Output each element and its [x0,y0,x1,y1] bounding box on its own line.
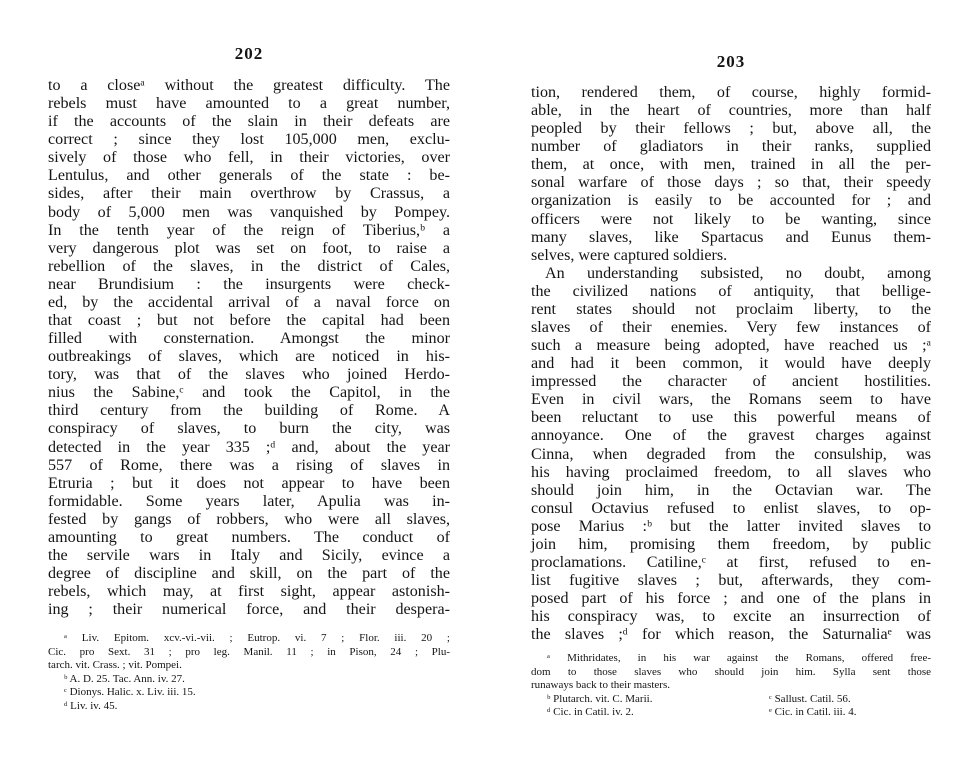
text-line: An understanding subsisted, no doubt, among [545,264,931,282]
text-line: join him, promising them freedom, by public [531,535,931,553]
footnote-d: ᵈ Cic. in Catil. iv. 2. [547,706,634,718]
footnote-a-line: ᵃ Liv. Epitom. xcv.-vi.-vii. ; Eutrop. vi. 7 ; Flor. iii. 20 ; [64,632,450,644]
text-line: organization is easily to be accounted for ; and [531,192,931,210]
text-line: conspiracy of slaves, to burn the city, was [48,420,450,438]
text-line: such a measure being adopted, have reached us ;ᵃ [531,337,931,355]
text-line: to a closeᵃ without the greatest difficulty. The [48,77,450,94]
text-line: nius the Sabine,ᶜ and took the Capitol, in the [48,384,450,402]
text-line: his conspiracy was, to excite an insurrection of [531,608,931,626]
footnote-row [531,706,931,720]
footnote-d: ᵈ Liv. iv. 45. [64,699,118,712]
text-line: peopled by their fellows ; but, above all, the [531,120,931,138]
text-line: ed, by the accidental arrival of a naval force on [48,293,450,311]
text-line: his having proclaimed freedom, to all slaves who [531,463,931,481]
text-line: the servile wars in Italy and Sicily, evince a [48,547,450,565]
footnote-row [531,693,931,707]
text-line: selves, were captured soldiers. [531,246,728,264]
text-line: that coast ; but not before the capital had been [48,312,450,330]
text-line: number of gladiators in their ranks, supplied [531,138,931,156]
body-text [48,77,450,619]
text-line: 557 of Rome, there was a rising of slaves in [48,456,450,474]
text-line: rebels must have amounted to a great number, [48,95,450,113]
footnote-e: ᵉ Cic. in Catil. iii. 4. [769,706,857,718]
text-line: Even in civil wars, the Romans seem to have [531,391,931,409]
text-line: the slaves ;ᵈ for which reason, the Saturnaliaᵉ was [531,626,931,644]
footnote-a-line: dom to those slaves who should join him. Sylla sent those [531,665,931,678]
footnote-a-line: tarch. vit. Crass. ; vit. Pompei. [48,659,182,671]
text-line: sonal warfare of those days ; so that, their speedy [531,174,931,192]
text-line: formidable. Some years later, Apulia was in- [48,492,450,510]
body-text [531,84,931,644]
text-line: Lentulus, and other generals of the state : be- [48,167,450,185]
text-line: should join him, in the Octavian war. The [531,481,931,499]
text-line: slaves of their enemies. Very few instances of [531,319,931,337]
text-line: rebels, which may, at first sight, appear astonish- [48,583,450,601]
text-line: list fugitive slaves ; but, afterwards, they com- [531,572,931,590]
text-line: rebellion of the slaves, in the district of Cales, [48,257,450,275]
footnote-b: ᵇ A. D. 25. Tac. Ann. iv. 27. [64,672,185,685]
text-line: the civilized nations of antiquity, that bellige- [531,282,931,300]
text-line: detected in the year 335 ;ᵈ and, about the year [48,438,450,456]
text-line: tion, rendered them, of course, highly formid- [531,84,931,101]
page-number: 202 [234,44,264,63]
footnotes [531,652,931,720]
footnote-b: ᵇ Plutarch. vit. C. Marii. [547,692,653,705]
footnote-a-line: ᵃ Mithridates, in his war against the Romans, offered free- [547,652,931,664]
text-line: proclamations. Catiline,ᶜ at first, refused to en- [531,554,931,572]
text-line: near Brundisium : the insurgents were check- [48,275,450,293]
text-line: very dangerous plot was set on foot, to raise a [48,239,450,257]
text-line: outbreakings of slaves, which are noticed in his- [48,348,450,366]
page-number: 203 [716,52,746,71]
text-line: sively of those who fell, in their victories, over [48,149,450,167]
text-line: rent states should not proclaim liberty, to the [531,300,931,318]
footnote-a-line: runaways back to their masters. [531,679,670,691]
footnote-a-line: Cic. pro Sext. 31 ; pro leg. Manil. 11 ; in Pison, 24 ; Plu- [48,645,450,658]
text-line: tory, was that of the slaves who joined Herdo- [48,366,450,384]
text-line: degree of discipline and skill, on the part of the [48,565,450,583]
text-line: pose Marius :ᵇ but the latter invited slaves to [531,517,931,535]
text-line: annoyance. One of the gravest charges against [531,427,931,445]
text-line: In the tenth year of the reign of Tiberius,ᵇ a [48,221,450,239]
text-line: many slaves, like Spartacus and Eunus them- [531,228,931,246]
text-line: them, at once, with men, trained in all the per- [531,156,931,174]
footnote-c: ᶜ Sallust. Catil. 56. [769,692,851,705]
text-line: if the accounts of the slain in their defeats are [48,113,450,131]
text-line: fested by gangs of robbers, who were all slaves, [48,510,450,528]
text-line: posed part of his force ; and one of the plans in [531,590,931,608]
text-line: officers were not likely to be wanting, since [531,210,931,228]
text-line: ing ; their numerical force, and their despera- [48,601,450,619]
text-line: Cinna, when degraded from the consulship, was [531,445,931,463]
text-line: impressed the character of ancient hostilities. [531,373,931,391]
text-line: consul Octavius refused to enlist slaves, to op- [531,499,931,517]
text-line: body of 5,000 men was vanquished by Pompey. [48,203,450,221]
text-line: and had it been common, it would have deeply [531,355,931,373]
footnotes [48,632,450,713]
text-line: correct ; since they lost 105,000 men, exclu- [48,131,450,149]
text-line: Etruria ; but it does not appear to have been [48,474,450,492]
text-line: third century from the building of Rome. A [48,402,450,420]
text-line: filled with consternation. Amongst the minor [48,330,450,348]
text-line: able, in the heart of countries, more than half [531,102,931,120]
footnote-c: ᶜ Dionys. Halic. x. Liv. iii. 15. [64,686,196,698]
text-line: sides, after their main overthrow by Crassus, a [48,185,450,203]
text-line: amounting to great numbers. The conduct of [48,528,450,546]
text-line: been reluctant to use this powerful means of [531,409,931,427]
